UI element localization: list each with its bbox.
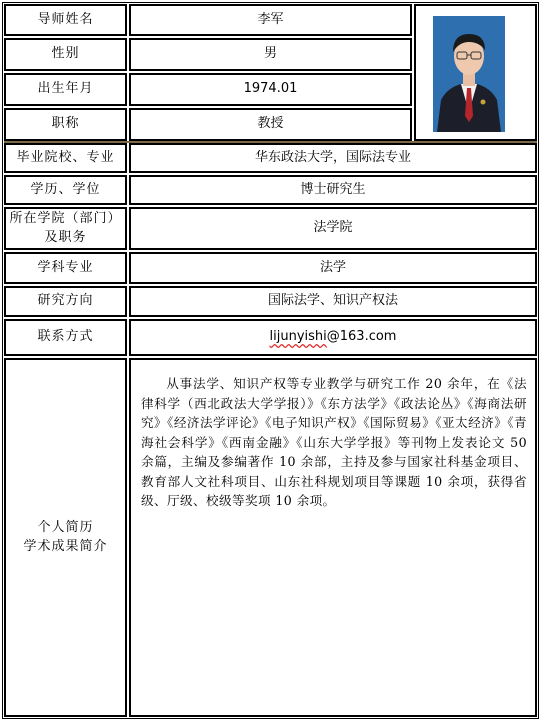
college-label-line2: 及职务 [44, 229, 87, 245]
birth-label: 出生年月 [4, 73, 127, 106]
college-label-line1: 所在学院（部门） [9, 210, 122, 226]
title-value: 教授 [129, 108, 412, 141]
email-domain[interactable]: @163.com [326, 329, 397, 345]
bio-label [4, 358, 127, 717]
email-user[interactable]: lijunyishi [269, 329, 327, 345]
bio-cell [129, 358, 537, 717]
photo-cell [414, 4, 537, 141]
research-value: 国际法学、知识产权法 [129, 286, 537, 317]
bio-text: 从事法学、知识产权等专业教学与研究工作 20 余年，在《法律科学（西北政法大学学报）》《东方法学》《政法论丛》《海商法研究》《经济法学评论》《电子知识产权》《国际贸易》《亚太经济》《青海社会科学》《西南金融》《山东大学学报》等刊物上发表论文 50 余篇，主编及参编著作 10 余部，主持及参与国家社科基金项目、教育部人文社科项目、山东社科规划项目等课题 10 余项，获得省级、厅级、校级等奖项 10 余项。 [141, 376, 527, 509]
degree-label: 学历、学位 [4, 175, 127, 205]
college-value: 法学院 [129, 207, 537, 250]
discipline-label: 学科专业 [4, 252, 127, 284]
bio-label-line2: 学术成果简介 [23, 538, 108, 554]
research-label: 研究方向 [4, 286, 127, 317]
name-value: 李军 [129, 4, 412, 36]
gender-label: 性别 [4, 38, 127, 71]
school-label: 毕业院校、专业 [4, 143, 127, 173]
bio-label-line1: 个人简历 [37, 519, 94, 535]
birth-value: 1974.01 [129, 73, 412, 106]
discipline-value: 法学 [129, 252, 537, 284]
contact-value [129, 319, 537, 356]
name-label: 导师姓名 [4, 4, 127, 36]
degree-value: 博士研究生 [129, 175, 537, 205]
school-value: 华东政法大学，国际法专业 [129, 143, 537, 173]
portrait-photo [433, 16, 505, 132]
gender-value: 男 [129, 38, 412, 71]
college-label [4, 207, 127, 250]
title-label: 职称 [4, 108, 127, 141]
contact-label: 联系方式 [4, 319, 127, 356]
